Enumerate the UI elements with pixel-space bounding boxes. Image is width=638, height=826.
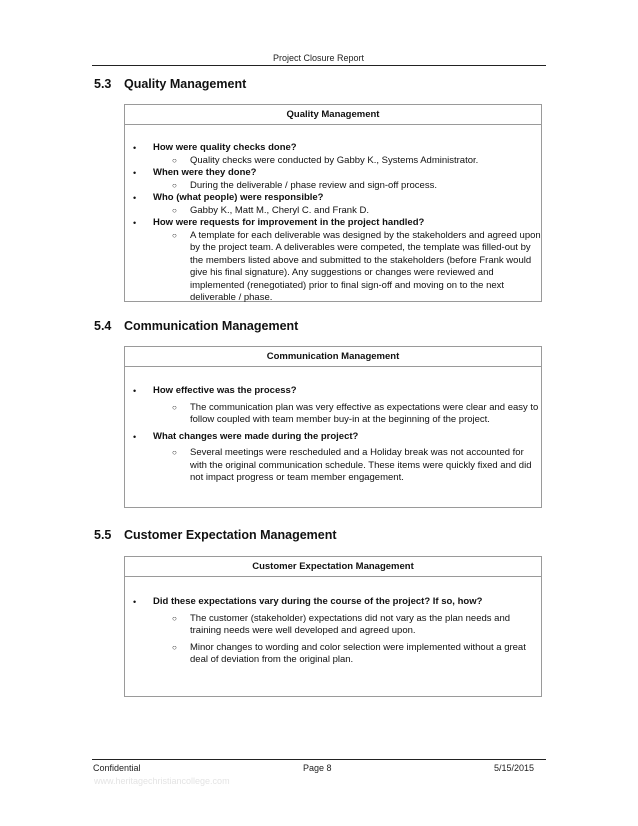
footer-confidential: Confidential: [93, 763, 141, 773]
section-number: 5.5: [94, 528, 112, 542]
box-title: Communication Management: [125, 347, 541, 367]
question-text: What changes were made during the project?: [153, 430, 359, 442]
circle-bullet-icon: ○: [172, 230, 177, 240]
answer-list: [153, 402, 541, 427]
question-list: [125, 596, 541, 667]
question-text: When were they done?: [153, 167, 257, 178]
question-item: [125, 142, 541, 167]
bullet-icon: •: [133, 597, 137, 607]
answer-item: [153, 447, 541, 485]
quality-management-box: [124, 104, 542, 302]
answer-item: [153, 402, 541, 427]
question-item: [125, 217, 541, 305]
answer-item: [153, 155, 541, 168]
header-title: Project Closure Report: [272, 53, 365, 63]
box-title: Quality Management: [125, 105, 541, 125]
answer-list: [153, 447, 541, 485]
section-number: 5.3: [94, 77, 112, 91]
header-rule: [92, 65, 546, 66]
answer-text: A template for each deliverable was designed by the stakeholders and agreed upon by the project team. A deliverables were competed, the template was filled-out by the members listed above and submitted to the stakeholders (before Frank would give his final signature). Any suggestions or changes were reviewed and implemented (renegotiated) prior to final sign-off and moving on to the next deliverable / phase.: [190, 229, 541, 303]
bullet-icon: •: [133, 143, 137, 153]
bullet-icon: •: [133, 193, 137, 203]
question-text: How effective was the process?: [153, 385, 297, 396]
circle-bullet-icon: ○: [172, 402, 177, 412]
section-heading-communication: [94, 319, 298, 333]
section-title: Communication Management: [124, 319, 299, 333]
question-item: [125, 192, 541, 217]
section-number: 5.4: [94, 319, 112, 333]
answer-list: [153, 230, 541, 305]
answer-text: The customer (stakeholder) expectations did not vary as the plan needs and training needs were well developed and agreed upon.: [190, 612, 511, 636]
answer-text: Several meetings were rescheduled and a Holiday break was not accounted for with the original communication schedule. These items were quickly fixed and did not impact progress or team member engagement.: [190, 447, 532, 483]
question-item: [125, 596, 541, 667]
section-heading-quality: [94, 77, 246, 91]
question-list: [125, 142, 541, 305]
answer-text: The communication plan was very effective as expectations were clear and easy to follow coupled with team member buy-in at the beginning of the project.: [190, 401, 539, 425]
question-item: [125, 167, 541, 192]
footer-rule: [92, 759, 546, 760]
circle-bullet-icon: ○: [172, 448, 177, 457]
circle-bullet-icon: ○: [172, 642, 177, 652]
answer-list: [153, 205, 541, 218]
section-title: Quality Management: [124, 77, 247, 91]
question-list: [125, 385, 541, 485]
answer-text: Quality checks were conducted by Gabby K., Systems Administrator.: [190, 154, 479, 166]
bullet-icon: •: [133, 168, 137, 178]
answer-list: [153, 155, 541, 168]
answer-text: During the deliverable / phase review and sign-off process.: [190, 179, 437, 191]
answer-item: [153, 230, 541, 305]
section-title: Customer Expectation Management: [124, 528, 337, 542]
question-text: How were quality checks done?: [153, 142, 297, 153]
answer-text: Gabby K., Matt M., Cheryl C. and Frank D.: [190, 204, 369, 216]
circle-bullet-icon: ○: [172, 205, 177, 215]
question-item: [125, 431, 541, 485]
question-text: How were requests for improvement in the project handled?: [153, 217, 425, 228]
customer-expectation-box: [124, 556, 542, 697]
question-item: [125, 385, 541, 427]
answer-list: [153, 180, 541, 193]
footer-date: 5/15/2015: [494, 763, 535, 773]
section-heading-customer-expectation: [94, 528, 337, 542]
circle-bullet-icon: ○: [172, 613, 177, 623]
answer-list: [153, 613, 541, 667]
answer-text: Minor changes to wording and color selection were implemented without a great deal of deviation from the original plan.: [190, 641, 526, 665]
circle-bullet-icon: ○: [172, 155, 177, 165]
answer-item: [153, 180, 541, 193]
bullet-icon: •: [133, 431, 137, 442]
box-title: Customer Expectation Management: [125, 557, 541, 577]
watermark-text: www.heritagechristiancollege.com: [94, 776, 230, 786]
answer-item: [153, 205, 541, 218]
question-text: Who (what people) were responsible?: [153, 192, 324, 203]
bullet-icon: •: [133, 386, 137, 396]
footer-page-number: Page 8: [303, 763, 332, 773]
answer-item: [153, 613, 541, 638]
communication-management-box: [124, 346, 542, 508]
bullet-icon: •: [133, 218, 137, 228]
circle-bullet-icon: ○: [172, 180, 177, 190]
question-text: Did these expectations vary during the course of the project? If so, how?: [153, 596, 483, 607]
answer-item: [153, 642, 541, 667]
